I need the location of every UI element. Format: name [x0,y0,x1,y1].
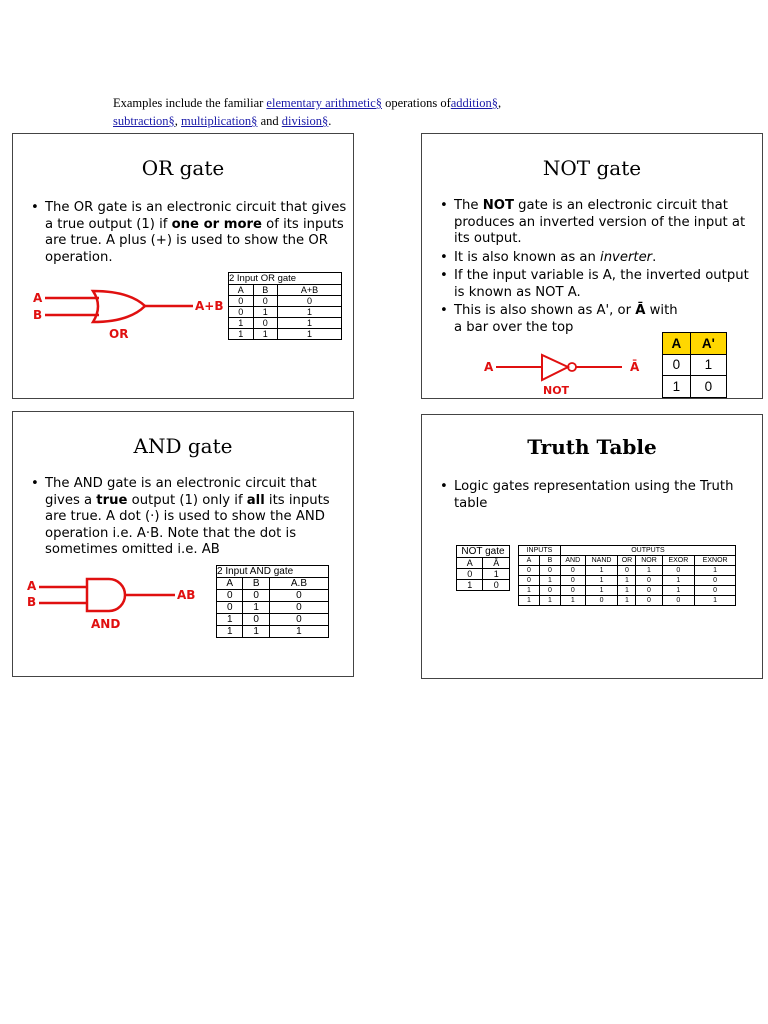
cell: 0 [690,376,726,398]
cell: 0 [229,296,254,307]
cell: 0 [519,566,540,576]
table-header: OR [618,556,636,566]
cell: 0 [636,586,662,596]
output-label: Ā [630,360,640,374]
table-caption: 2 Input AND gate [217,566,329,578]
table-header: AND [560,556,585,566]
not-gate-mini-table [456,545,510,591]
table-caption: NOT gate [457,546,510,558]
or-truth-table [228,272,342,340]
input-label-b: B [27,595,37,609]
input-label-a: A [33,291,43,305]
table-header: A' [690,333,726,355]
cell: 0 [217,590,243,602]
slide-title: AND gate [133,434,233,458]
cell: 0 [539,566,560,576]
table-row [229,318,342,329]
input-label-a: A [27,579,37,593]
cell: 0 [269,614,328,626]
table-row [229,296,342,307]
cell: 0 [636,596,662,606]
bullet-list [31,200,347,268]
bullet-item: • Logic gates representation using the Truth table [440,479,740,512]
input-label-a: A [484,360,494,374]
cell: 1 [663,376,691,398]
slide-title: Truth Table [527,435,657,459]
table-header: B [539,556,560,566]
cell: 1 [636,566,662,576]
slide-title: NOT gate [542,156,642,180]
cell: 1 [519,596,540,606]
and-truth-table [216,565,329,638]
cell: 1 [618,576,636,586]
cell: 0 [519,576,540,586]
table-row [229,329,342,340]
output-label: A+B [195,299,224,313]
cell: 0 [483,580,510,591]
intro-text: operations of [382,96,451,110]
cell: 1 [278,329,342,340]
group-header-outputs: OUTPUTS [560,546,735,556]
cell: 1 [539,576,560,586]
cell: 1 [585,576,618,586]
table-row [663,354,727,376]
table-row [519,586,736,596]
cell: 0 [243,614,269,626]
cell: 1 [618,586,636,596]
cell: 0 [560,566,585,576]
link-subtraction[interactable]: subtraction§ [113,114,175,128]
or-gate-slide [12,133,354,399]
cell: 0 [662,596,695,606]
cell: 0 [663,354,691,376]
gate-label: AND [91,617,121,631]
cell: 1 [483,569,510,580]
table-header: A [663,333,691,355]
table-row [457,569,510,580]
cell: 0 [585,596,618,606]
cell: 1 [585,586,618,596]
cell: 1 [217,614,243,626]
table-header: A [229,285,254,296]
cell: 0 [695,576,736,586]
slide-title: OR gate [141,156,225,180]
table-row [217,602,329,614]
intro-text: , [497,96,502,110]
cell: 0 [618,566,636,576]
group-header-inputs: INPUTS [519,546,561,556]
bullet-item: • The NOT gate is an electronic circuit that produces an inverted version of the input at its output. [440,198,758,248]
bullet-item: • The OR gate is an electronic circuit that gives a true output (1) if one or more of its inputs are true. A plus (+) is used to show the OR operation. [31,200,347,266]
table-row [217,626,329,638]
cell: 1 [278,307,342,318]
table-header: A.B [269,578,328,590]
table-header: Ā [483,558,510,569]
table-header: B [253,285,278,296]
cell: 1 [229,318,254,329]
link-multiplication[interactable]: multiplication§ [181,114,258,128]
cell: 0 [278,296,342,307]
cell: 1 [695,566,736,576]
cell: 1 [278,318,342,329]
cell: 0 [457,569,483,580]
intro-text: Examples include the familiar [113,96,267,110]
cell: 1 [253,329,278,340]
input-label-b: B [33,308,43,322]
cell: 1 [662,586,695,596]
cell: 1 [243,602,269,614]
gate-label: OR [109,327,129,341]
intro-paragraph [113,94,673,130]
cell: 0 [243,590,269,602]
table-header: A+B [278,285,342,296]
cell: 0 [269,602,328,614]
cell: 1 [560,596,585,606]
cell: 1 [585,566,618,576]
cell: 1 [618,596,636,606]
bullet-item: • This is also shown as A', or Ā with a bar over the top [440,303,689,336]
table-row [457,580,510,591]
bullet-item: • If the input variable is A, the inverted output is known as NOT A. [440,268,758,301]
table-row [663,376,727,398]
cell: 0 [560,576,585,586]
table-row [217,614,329,626]
cell: 1 [217,626,243,638]
not-gate-slide [421,133,763,399]
gate-label: NOT [543,384,570,397]
cell: 1 [662,576,695,586]
table-header: A [519,556,540,566]
table-header: EXNOR [695,556,736,566]
table-row [229,307,342,318]
cell: 0 [636,576,662,586]
cell: 0 [539,586,560,596]
table-row [519,596,736,606]
or-gate-diagram [31,284,236,344]
table-row [217,590,329,602]
cell: 0 [229,307,254,318]
cell: 0 [217,602,243,614]
intro-text: , [174,114,182,128]
and-gate-slide [12,411,354,677]
cell: 0 [662,566,695,576]
not-truth-table [662,332,727,398]
intro-text: and [257,114,282,128]
cell: 1 [253,307,278,318]
bullet-item: • It is also known as an inverter. [440,250,758,267]
and-gate-diagram [25,576,215,632]
table-header: NAND [585,556,618,566]
table-header: NOR [636,556,662,566]
cell: 0 [269,590,328,602]
table-header: A [457,558,483,569]
logic-gates-truth-table [518,545,736,606]
table-row [519,566,736,576]
bullet-item: • The AND gate is an electronic circuit that gives a true output (1) only if all its inputs are true. A dot (·) is used to show the AND operation i.e. A·B. Note that the dot is sometimes omitted i.e. AB [31,476,349,559]
table-header: A [217,578,243,590]
link-elementary-arithmetic[interactable]: elementary arithmetic§ [266,96,382,110]
cell: 1 [243,626,269,638]
cell: 1 [690,354,726,376]
table-caption: 2 Input OR gate [229,273,342,285]
cell: 0 [560,586,585,596]
cell: 1 [539,596,560,606]
bullet-list [440,198,758,338]
table-header: EXOR [662,556,695,566]
bullet-list [440,479,740,514]
cell: 1 [457,580,483,591]
cell: 1 [519,586,540,596]
table-header: B [243,578,269,590]
cell: 0 [253,318,278,329]
cell: 0 [695,586,736,596]
link-addition[interactable]: addition§ [450,96,498,110]
output-label: AB [177,588,196,602]
cell: 0 [253,296,278,307]
link-division[interactable]: division§ [281,114,329,128]
cell: 1 [695,596,736,606]
not-gate-diagram [482,350,652,398]
truth-table-slide [421,414,763,679]
cell: 1 [229,329,254,340]
bullet-list [31,476,349,561]
table-row [519,576,736,586]
cell: 1 [269,626,328,638]
intro-text: . [328,114,332,128]
